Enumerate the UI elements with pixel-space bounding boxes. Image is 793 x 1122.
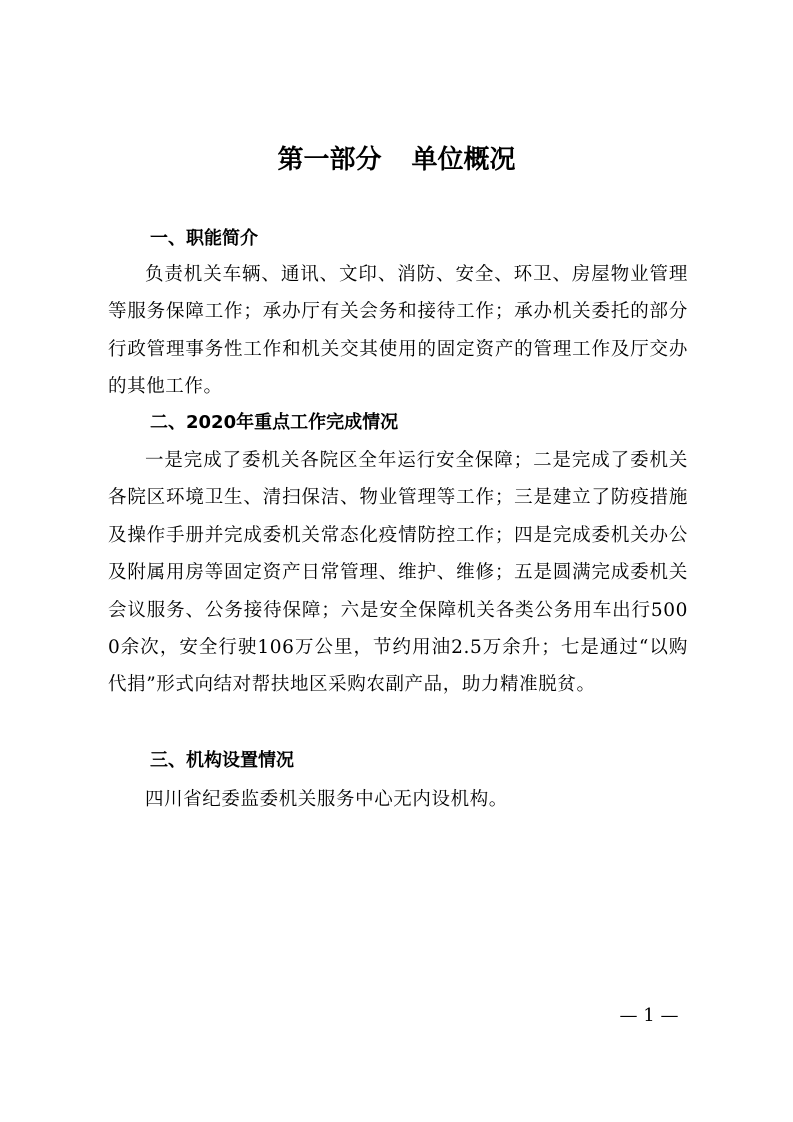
- section-heading-functions: 一、职能简介: [150, 228, 258, 249]
- section-heading-key-work: 二、2020年重点工作完成情况: [150, 412, 399, 433]
- section-heading-organization: 三、机构设置情况: [150, 750, 294, 771]
- section-body-functions: 负责机关车辆、通讯、文印、消防、安全、环卫、房屋物业管理等服务保障工作；承办厅有关会务和接待工作；承办机关委托的部分行政管理事务性工作和机关交其使用的固定资产的管理工作及厅交办的其他工作。: [108, 264, 688, 398]
- page-number: — 1 —: [619, 1005, 679, 1026]
- title-name: 单位概况: [411, 145, 516, 175]
- section-body-organization: 四川省纪委监委机关服务中心无内设机构。: [145, 789, 508, 810]
- page-title: [0, 140, 793, 180]
- section-body-key-work: 一是完成了委机关各院区全年运行安全保障；二是完成了委机关各院区环境卫生、清扫保洁、物业管理等工作；三是建立了防疫措施及操作手册并完成委机关常态化疫情防控工作；四是完成委机关办公及附属用房等固定资产日常管理、维护、维修；五是圆满完成委机关会议服务、公务接待保障；六是安全保障机关各类公务用车出行5000余次，安全行驶106万公里，节约用油2.5万余升；七是通过“以购代捐”形式向结对帮扶地区采购农副产品，助力精准脱贫。: [108, 450, 688, 696]
- title-part: 第一部分: [277, 145, 382, 175]
